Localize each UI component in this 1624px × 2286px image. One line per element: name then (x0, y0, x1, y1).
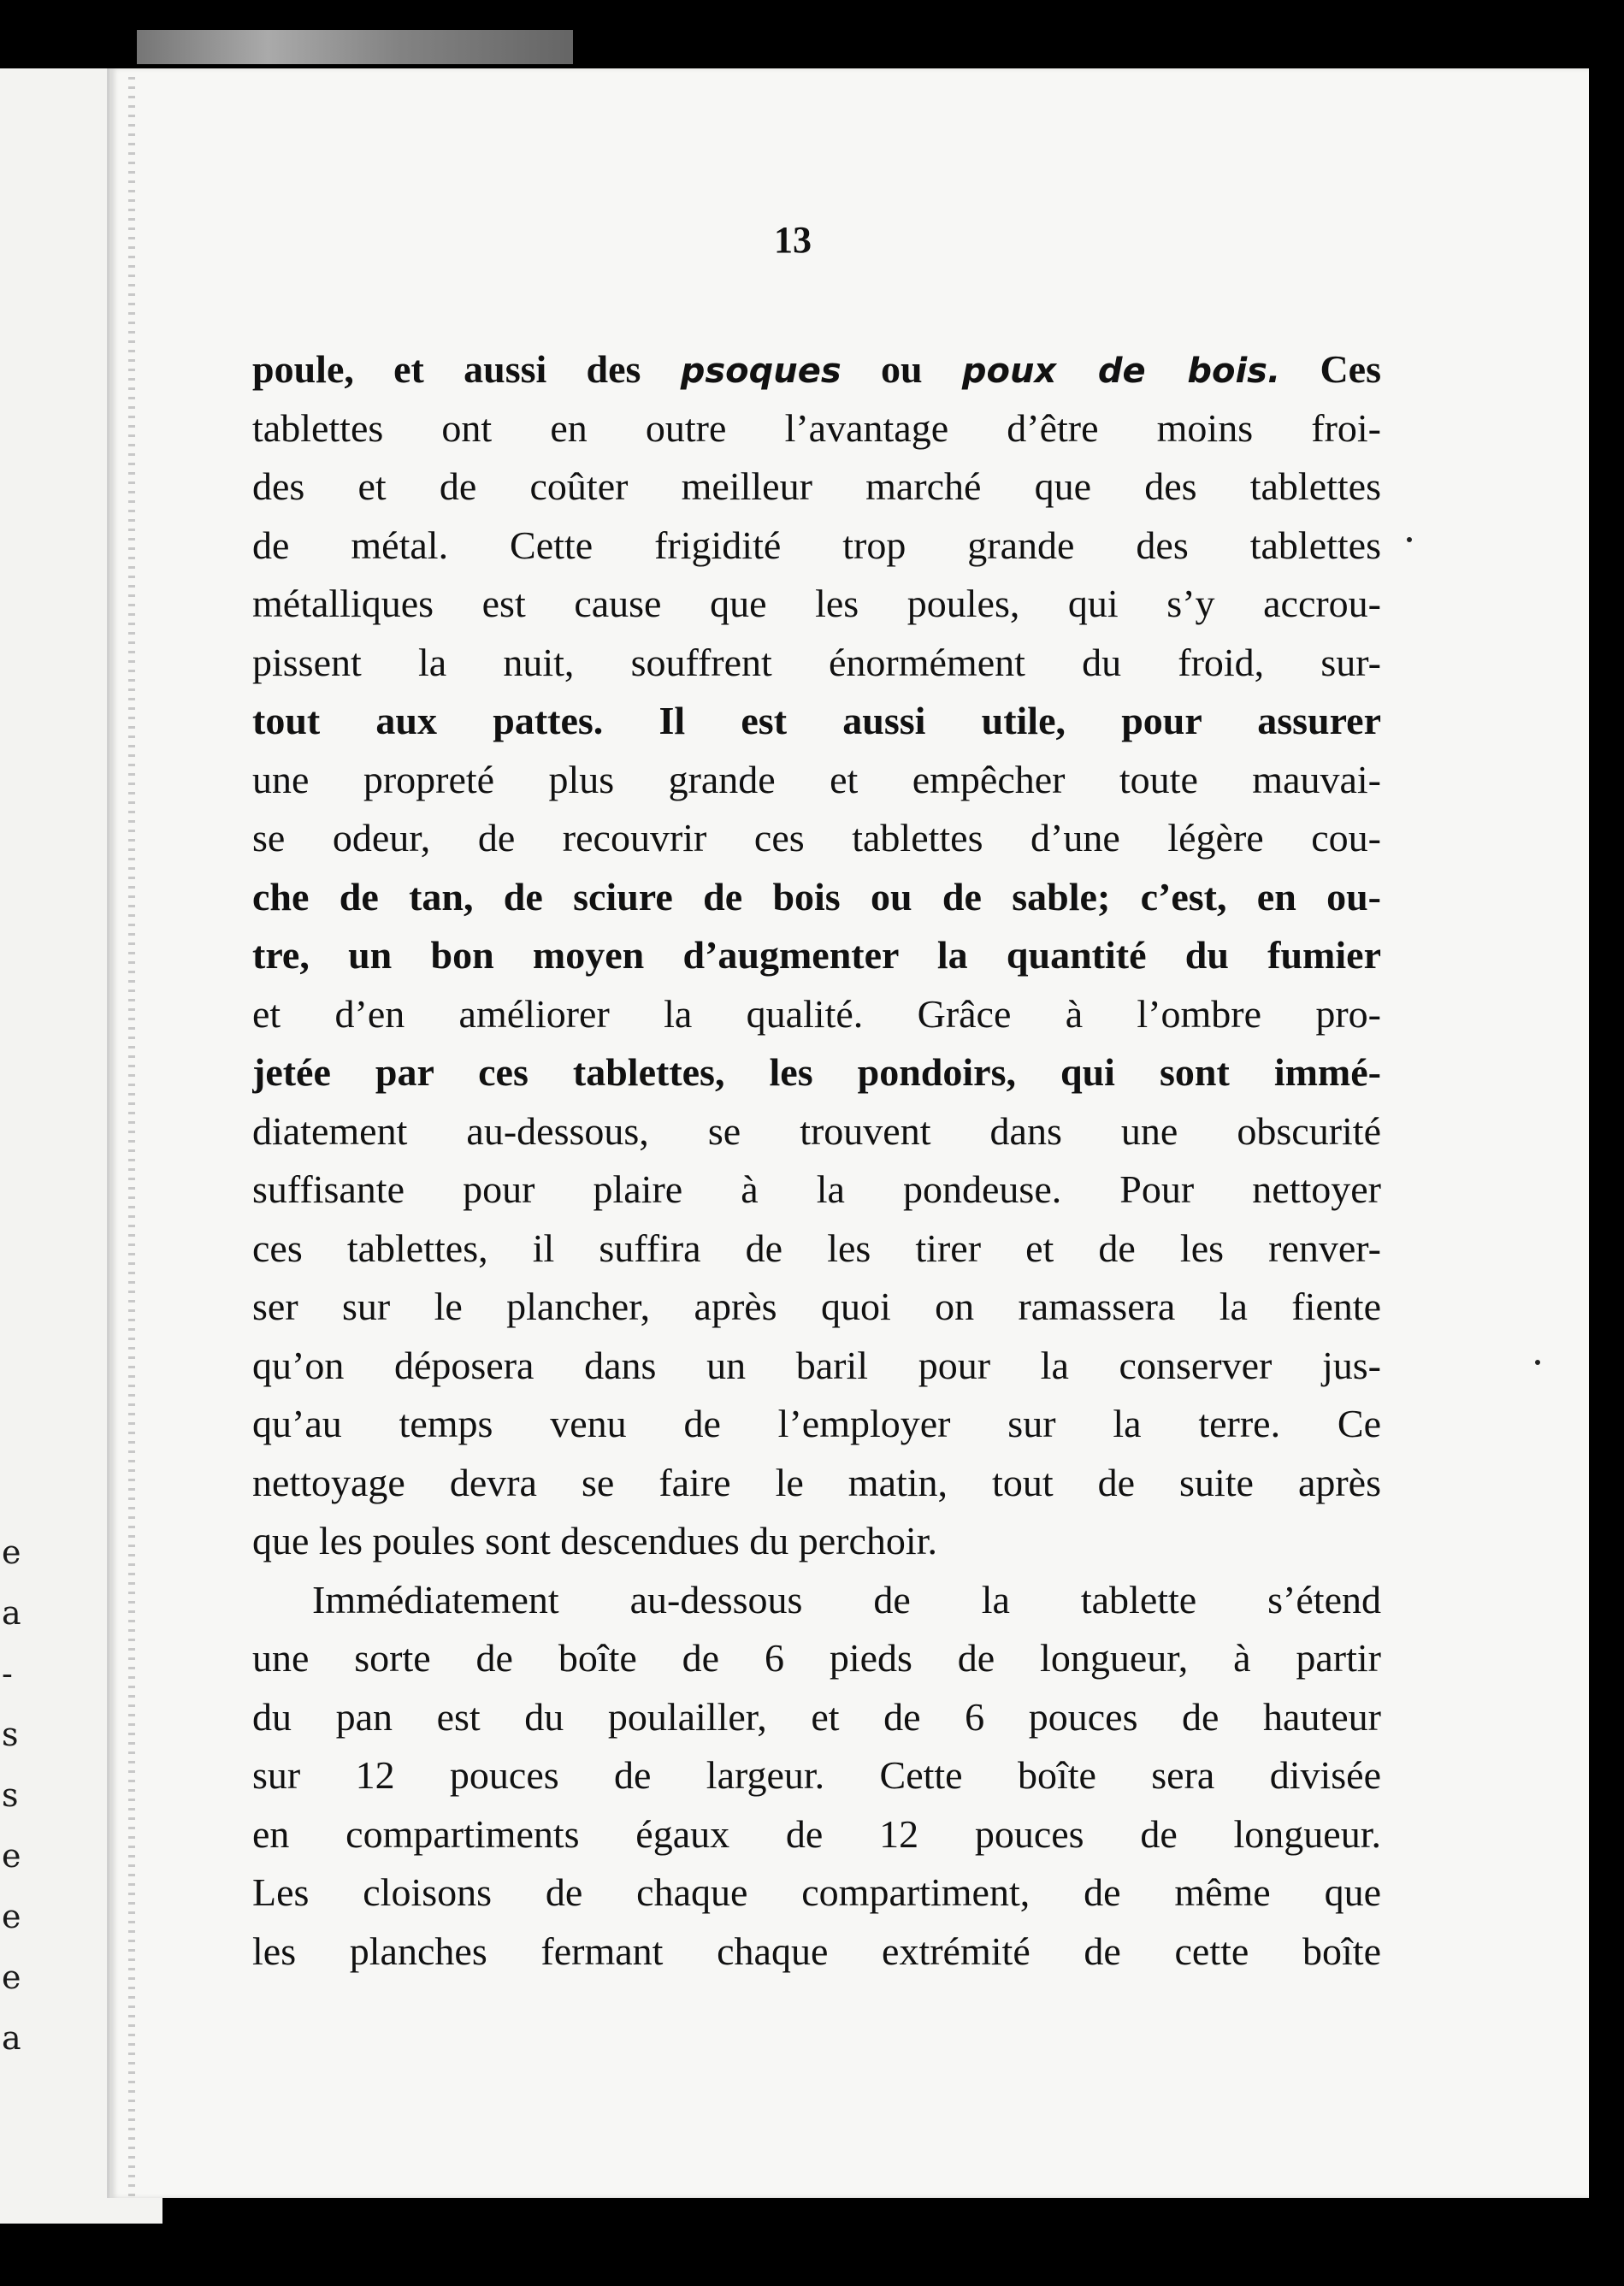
text-line: ser sur le plancher, après quoi on ramassera la fiente (252, 1285, 1381, 1328)
margin-letter: e (2, 1898, 21, 1935)
text-line: de métal. Cette frigidité trop grande des tablettes (252, 523, 1381, 567)
margin-letter: e (2, 1958, 21, 1996)
text-line: che de tan, de sciure de bois ou de sable; c’est, en ou- (252, 874, 1381, 919)
text-line: sur 12 pouces de largeur. Cette boîte sera divisée (252, 1753, 1381, 1797)
text-line: tablettes ont en outre l’avantage d’être moins froi- (252, 405, 1381, 450)
text-line: des et de coûter meilleur marché que des tablettes (252, 464, 1381, 508)
text-line: jetée par ces tablettes, les pondoirs, qui sont immé- (252, 1050, 1381, 1094)
scan-edge-strip (137, 30, 573, 64)
text-line: une sorte de boîte de 6 pieds de longueur, à partir (252, 1636, 1381, 1680)
text-line: une propreté plus grande et empêcher toute mauvai- (252, 757, 1381, 801)
text-line: métalliques est cause que les poules, qui s’y accrou- (252, 582, 1381, 625)
text-line: ces tablettes, il suffira de les tirer et de les renver- (252, 1226, 1381, 1270)
previous-page-margin-letters (2, 1522, 27, 2069)
page-number: 13 (774, 219, 812, 261)
margin-letter: - (2, 1655, 13, 1692)
margin-letter: e (2, 1533, 21, 1571)
italic-term: poux de bois. (961, 351, 1281, 391)
text-line: qu’on déposera dans un baril pour la conserver jus- (252, 1343, 1381, 1387)
text-line: du pan est du poulailler, et de 6 pouces de hauteur (252, 1694, 1381, 1739)
margin-letter: e (2, 1837, 21, 1875)
scan-speck (1407, 537, 1412, 542)
text-line: suffisante pour plaire à la pondeuse. Pour nettoyer (252, 1167, 1381, 1211)
text-line: qu’au temps venu de l’employer sur la terre. Ce (252, 1402, 1381, 1445)
text-line: se odeur, de recouvrir ces tablettes d’une légère cou- (252, 816, 1381, 859)
text-line: Immédiatement au-dessous de la tablette s’étend (312, 1577, 1381, 1621)
text-line: diatement au-dessous, se trouvent dans une obscurité (252, 1108, 1381, 1153)
text-line: tre, un bon moyen d’augmenter la quantité du fumier (252, 933, 1381, 977)
text-line: que les poules sont descendues du perchoir. (252, 1519, 937, 1562)
page-gutter-shadow (128, 77, 135, 2198)
margin-letter: a (2, 1594, 21, 1632)
text-line: poule, et aussi des psoques ou poux de bois. Ces (252, 347, 1381, 391)
text-line: les planches fermant chaque extrémité de cette boîte (252, 1929, 1381, 1973)
text-line: Les cloisons de chaque compartiment, de même que (252, 1870, 1381, 1914)
margin-letter: s (2, 1716, 19, 1753)
text-line: en compartiments égaux de 12 pouces de longueur. (252, 1811, 1381, 1856)
text-line: tout aux pattes. Il est aussi utile, pour assurer (252, 699, 1381, 742)
text-line: nettoyage devra se faire le matin, tout de suite après (252, 1460, 1381, 1504)
italic-term: psoques (680, 351, 842, 391)
margin-letter: a (2, 2019, 21, 2057)
margin-letter: s (2, 1776, 19, 1814)
text-line: et d’en améliorer la qualité. Grâce à l’ombre pro- (252, 991, 1381, 1036)
text-line: pissent la nuit, souffrent énormément du froid, sur- (252, 640, 1381, 684)
body-text (252, 340, 1381, 1981)
scan-speck (1535, 1360, 1540, 1365)
